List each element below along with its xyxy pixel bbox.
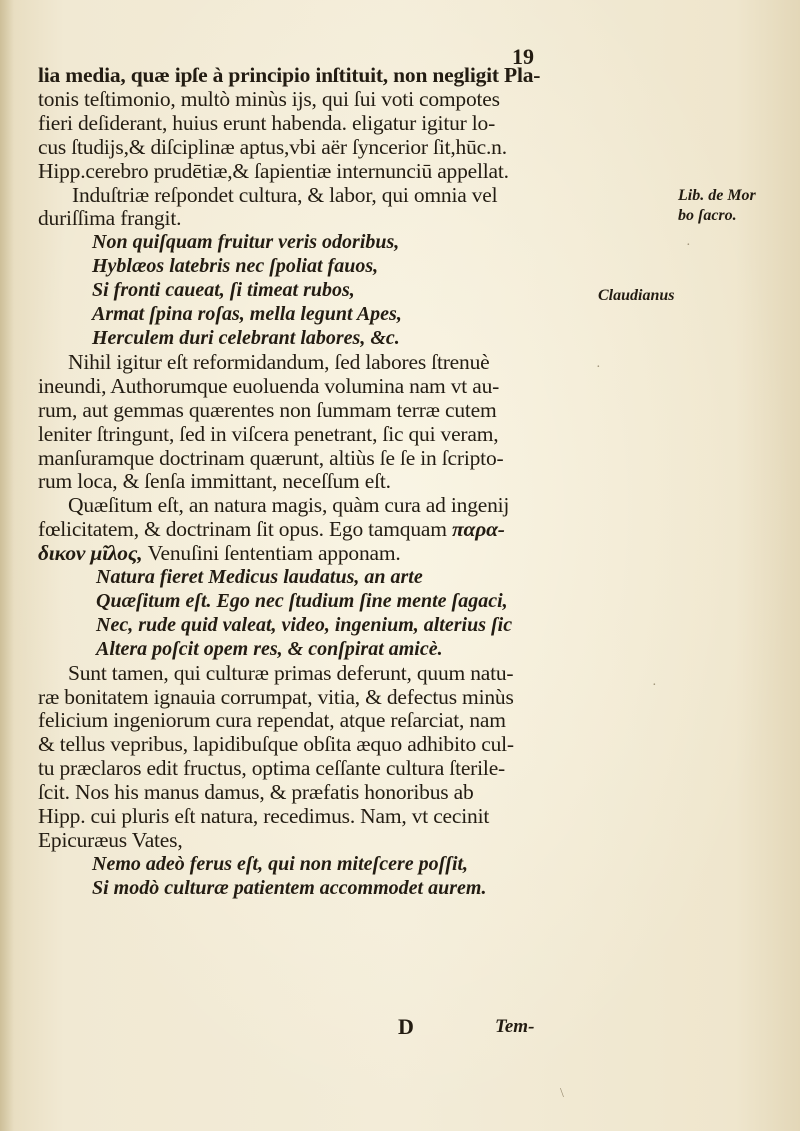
body-line: fieri deſiderant, huius erunt habenda. eligatur igitur lo- (38, 110, 496, 135)
body-line (38, 542, 598, 566)
ink-speck: \ (560, 1086, 564, 1101)
body-line: rum, aut gemmas quærentes non ſummam terræ cutem (38, 397, 497, 422)
margin-note-reference (678, 186, 756, 226)
verse-line: Armat ſpina roſas, mella legunt Apes, (92, 303, 402, 326)
body-line: ſcit. Nos his manus damus, & præfatis honoribus ab (38, 780, 474, 805)
page-gutter-shadow (0, 0, 14, 1131)
margin-note-claudianus: Claudianus (598, 287, 675, 304)
signature-mark: D (398, 1014, 414, 1039)
body-line: Quæſitum eſt, an natura magis, quàm cura ad ingenij (68, 493, 510, 518)
ink-speck: · (596, 360, 601, 375)
body-line: duriſſima frangit. (38, 206, 182, 231)
catchword: Tem- (495, 1016, 535, 1037)
main-text-block (38, 64, 598, 901)
body-line: felicium ingeniorum cura rependat, atque reſarciat, nam (38, 708, 506, 733)
body-line: leniter ſtringunt, ſed in viſcera penetrant, ſic qui veram, (38, 421, 499, 446)
body-line: Hipp.cerebro prudētiæ,& ſapientiæ internunciū appellat. (38, 158, 509, 183)
margin-note-line: Lib. de Mor (678, 187, 756, 204)
body-line-text: Venuſini ſententiam apponam. (142, 541, 401, 566)
verse-line: Si fronti caueat, ſi timeat rubos, (92, 279, 355, 302)
body-line: & tellus vepribus, lapidibuſque obſita æquo adhibito cul- (38, 732, 514, 757)
body-line: manſuramque doctrinam quærunt, altiùs ſe ſe in ſcripto- (38, 445, 504, 470)
verse-line: Hyblæos latebris nec ſpoliat fauos, (92, 255, 379, 278)
body-line: lia media, quæ ipſe à principio inſtituit, non negligit Pla- (38, 63, 541, 87)
body-line: Induſtriæ reſpondet cultura, & labor, qui omnia vel (72, 182, 498, 207)
verse-line: Altera poſcit opem res, & conſpirat amicè. (96, 637, 443, 660)
verse-line: Quæſitum eſt. Ego nec ſtudium ſine mente ſagaci, (96, 589, 508, 612)
body-line: rum loca, & ſenſa immittant, neceſſum eſt. (38, 469, 391, 494)
body-line: Epicuræus Vates, (38, 828, 183, 852)
ink-speck: · (652, 678, 657, 693)
body-line: tu præclaros edit fructus, optima ceſſante cultura ſterile- (38, 756, 505, 781)
verse-line: Non quiſquam fruitur veris odoribus, (92, 231, 400, 254)
verse-line: Natura fieret Medicus laudatus, an arte (96, 566, 423, 589)
page-number: 19 (512, 44, 534, 69)
body-line: tonis teſtimonio, multò minùs ijs, qui ſui voti compotes (38, 86, 500, 111)
verse-line: Nemo adeò ferus eſt, qui non miteſcere poſſit, (92, 852, 469, 875)
body-line (38, 518, 598, 542)
body-line: Hipp. cui pluris eſt natura, recedimus. Nam, vt cecinit (38, 804, 490, 829)
body-line: Sunt tamen, qui culturæ primas deferunt, quum natu- (68, 660, 514, 685)
verse-line: Nec, rude quid valeat, video, ingenium, alterius ſic (96, 613, 513, 636)
greek-phrase: παρα- (451, 517, 505, 542)
margin-note-line: bo ſacro. (678, 207, 737, 224)
verse-line: Herculem duri celebrant labores, &c. (92, 326, 400, 349)
body-line: cus ſtudijs,& diſciplinæ aptus,vbi aër ſyncerior ſit,hūc.n. (38, 134, 507, 159)
body-line: Nihil igitur eſt reformidandum, ſed labores ſtrenuè (68, 349, 490, 374)
body-line: ræ bonitatem ignauia corrumpat, vitia, & defectus minùs (38, 684, 514, 709)
body-line-text: fœlicitatem, & doctrinam ſit opus. Ego tamquam (38, 517, 447, 542)
ink-speck: · (686, 238, 691, 253)
verse-line: Si modò culturæ patientem accommodet aurem. (92, 876, 487, 899)
body-line: ineundi, Authorumque euoluenda volumina nam vt au- (38, 373, 500, 398)
greek-phrase: δικον μῖλος, (38, 541, 143, 566)
